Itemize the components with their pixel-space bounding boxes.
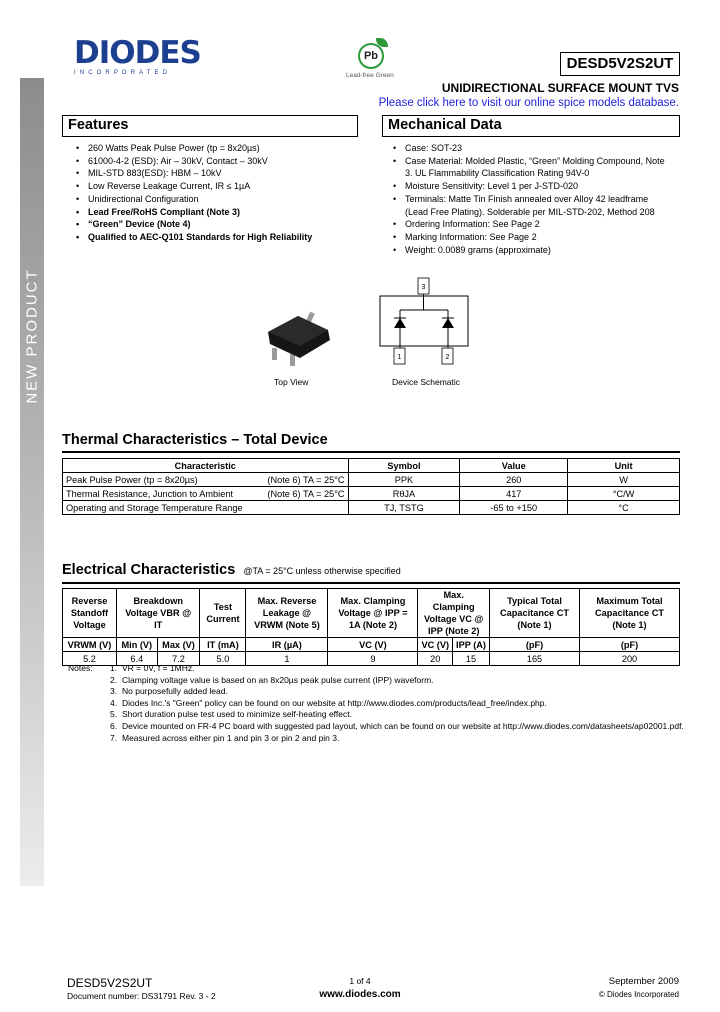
features-heading: Features [62,115,358,137]
value-cell: 15 [452,652,489,666]
table-row [63,473,680,487]
feature-item: • Qualified to AEC-Q101 Standards for High Reliability [74,231,364,244]
col-value: Value [460,459,568,473]
lead-free-caption: Lead-free Green [346,72,394,79]
unit-cell: (pF) [580,638,680,652]
footer-copyright: © Diodes Incorporated [598,990,679,999]
mechanical-item: • Ordering Information: See Page 2 [391,218,671,231]
col-characteristic: Characteristic [63,459,349,473]
lead-free-icon: Pb [358,43,384,69]
unit-cell: VC (V) [418,638,453,652]
col-reverse-leakage: Max. Reverse Leakage @ VRWM (Note 5) [246,589,328,638]
unit-cell: IR (µA) [246,638,328,652]
col-typical-capacitance: Typical Total Capacitance CT (Note 1) [490,589,580,638]
symbol-cell: TJ, TSTG [348,501,460,515]
feature-item: • Unidirectional Configuration [74,193,364,206]
thermal-rule [62,451,680,453]
thermal-heading: Thermal Characteristics – Total Device [62,432,328,448]
sot23-package-image [258,306,338,368]
new-product-label: NEW PRODUCT [23,268,41,404]
footer-date: September 2009 [608,976,679,987]
col-clamping-voltage-ipp: Max. Clamping Voltage VC @ IPP (Note 2) [418,589,490,638]
logo-subtitle: INCORPORATED [74,70,172,76]
unit-cell: VRWM (V) [63,638,117,652]
value-cell: 5.2 [63,652,117,666]
diodes-logo [74,35,206,76]
feature-item: • 61000-4-2 (ESD): Air – 30kV, Contact – 30kV [74,155,364,168]
col-unit: Unit [568,459,680,473]
units-row [63,638,680,652]
note-item: 4. Diodes Inc.'s "Green" policy can be found on our website at http://www.diodes.com/products/lead_free/index.php. [110,697,547,708]
col-standoff-voltage: Reverse Standoff Voltage [63,589,117,638]
value-cell: 7.2 [157,652,200,666]
value-cell: 5.0 [200,652,246,666]
unit-cell: IT (mA) [200,638,246,652]
feature-item: • MIL-STD 883(ESD): HBM – 10kV [74,167,364,180]
footer-document-number: Document number: DS31791 Rev. 3 - 2 [67,991,216,1001]
notes-label: Notes: [68,663,93,673]
new-product-sidebar [20,78,44,886]
thermal-header-row [63,459,680,473]
value-cell: 6.4 [117,652,158,666]
unit-cell: °C/W [568,487,680,501]
top-view-caption: Top View [274,377,309,387]
col-symbol: Symbol [348,459,460,473]
note-item: 6. Device mounted on FR-4 PC board with suggested pad layout, which can be found on our website at http://www.diodes.com/datasheets/ap02001.pdf. [110,720,684,731]
col-clamping-voltage-1a: Max. Clamping Voltage @ IPP = 1A (Note 2) [328,589,418,638]
note-item: 3. No purposefully added lead. [110,686,228,697]
mechanical-item: • Case Material: Molded Plastic, “Green” Molding Compound, Note 3. UL Flammability Classification Rating 94V-0 [391,155,671,180]
pin-3-label: 3 [421,284,426,291]
electrical-table [62,588,680,666]
pin-1-label: 1 [397,354,402,361]
logo-wordmark: DIODES [74,35,201,71]
features-list [74,142,364,244]
unit-cell: (pF) [490,638,580,652]
thermal-table [62,458,680,515]
characteristic-cell: Peak Pulse Power (tp = 8x20µs) (Note 6) TA = 25°C [63,473,349,487]
electrical-header-row [63,589,680,638]
mechanical-item: • Marking Information: See Page 2 [391,231,671,244]
characteristic-cell: Operating and Storage Temperature Range [63,501,349,515]
unit-cell: °C [568,501,680,515]
spice-models-link[interactable]: Please click here to visit our online spice models database. [378,97,679,109]
footer-part-number: DESD5V2S2UT [67,976,153,990]
value-cell: -65 to +150 [460,501,568,515]
part-number: DESD5V2S2UT [560,52,680,76]
unit-cell: VC (V) [328,638,418,652]
value-cell: 200 [580,652,680,666]
note-item: 5. Short duration pulse test used to minimize self-heating effect. [110,709,352,720]
col-breakdown-voltage: Breakdown Voltage VBR @ IT [117,589,200,638]
electrical-heading: Electrical Characteristics @TA = 25°C unless otherwise specified [62,562,401,578]
unit-cell: Min (V) [117,638,158,652]
note-item: 2. Clamping voltage value is based on an 8x20µs peak pulse current (IPP) waveform. [110,674,434,685]
value-cell: 20 [418,652,453,666]
table-row [63,501,680,515]
product-subtitle: UNIDIRECTIONAL SURFACE MOUNT TVS [441,81,679,95]
table-row [63,487,680,501]
value-cell: 417 [460,487,568,501]
note-item: 1. VR = 0V, f = 1MHz. [110,663,195,673]
value-cell: 260 [460,473,568,487]
mechanical-item: • Moisture Sensitivity: Level 1 per J-STD-020 [391,180,671,193]
note-item: 7. Measured across either pin 1 and pin 3 or pin 2 and pin 3. [110,732,340,743]
pin-2-label: 2 [445,354,450,361]
unit-cell: Max (V) [157,638,200,652]
footer-website-link[interactable]: www.diodes.com [319,989,401,1000]
mechanical-item: • Terminals: Matte Tin Finish annealed over Alloy 42 leadframe (Lead Free Plating). Solderable per MIL-STD-202, Method 208 [391,193,671,218]
notes-list [110,663,684,744]
device-schematic [378,276,470,368]
col-test-current: Test Current [200,589,246,638]
value-cell: 1 [246,652,328,666]
value-cell: 165 [490,652,580,666]
mechanical-heading: Mechanical Data [382,115,680,137]
electrical-rule [62,582,680,584]
symbol-cell: PPK [348,473,460,487]
feature-item: • Lead Free/RoHS Compliant (Note 3) [74,206,364,219]
mechanical-item: • Weight: 0.0089 grams (approximate) [391,244,671,257]
footer-page-number: 1 of 4 [349,976,371,986]
value-cell: 9 [328,652,418,666]
col-max-capacitance: Maximum Total Capacitance CT (Note 1) [580,589,680,638]
feature-item: • Low Reverse Leakage Current, IR ≤ 1µA [74,180,364,193]
feature-item: • “Green” Device (Note 4) [74,218,364,231]
symbol-cell: RθJA [348,487,460,501]
unit-cell: W [568,473,680,487]
mechanical-item: • Case: SOT-23 [391,142,671,155]
electrical-condition: @TA = 25°C unless otherwise specified [243,566,401,576]
device-schematic-caption: Device Schematic [392,377,461,387]
feature-item: • 260 Watts Peak Pulse Power (tp = 8x20µs) [74,142,364,155]
characteristic-cell: Thermal Resistance, Junction to Ambient (Note 6) TA = 25°C [63,487,349,501]
mechanical-list [391,142,671,256]
unit-cell: IPP (A) [452,638,489,652]
